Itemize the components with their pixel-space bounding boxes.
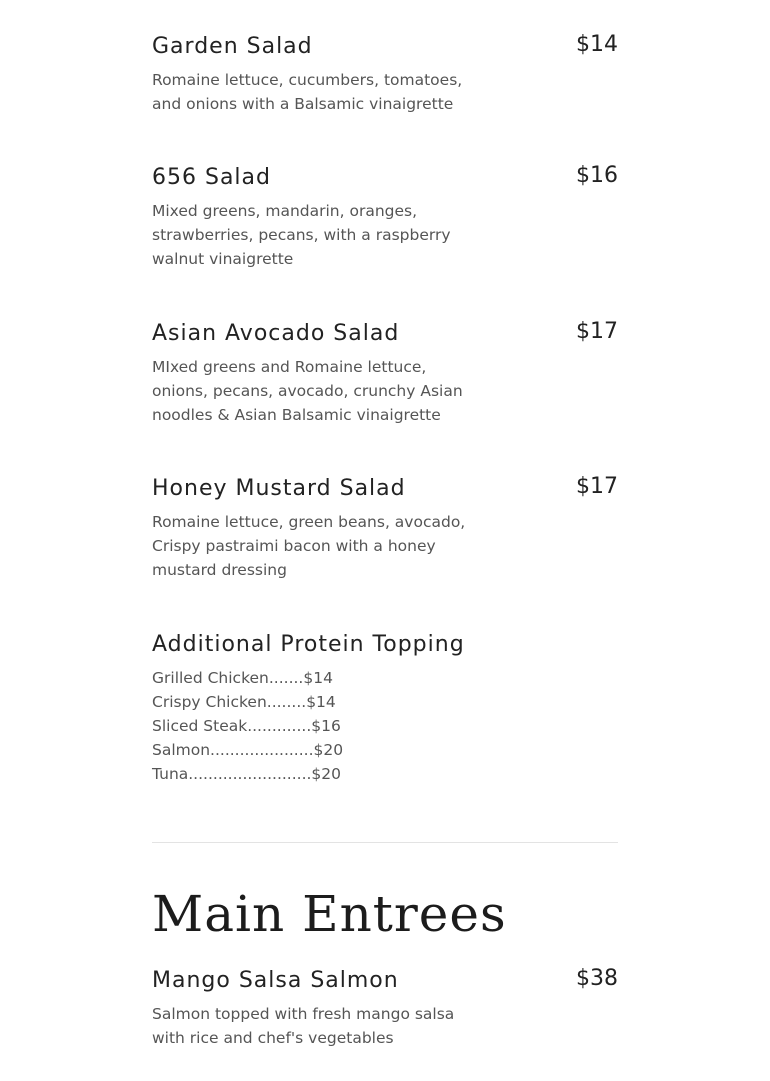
item-description: Romaine lettuce, green beans, avocado, Crispy pastraimi bacon with a honey mustard dressing	[152, 513, 466, 579]
item-price: $38	[576, 966, 618, 991]
item-name: 656 Salad	[152, 165, 271, 190]
item-name: Asian Avocado Salad	[152, 321, 400, 346]
protein-option: Tuna.........................$20	[152, 765, 342, 783]
item-description: Mixed greens, mandarin, oranges, strawberries, pecans, with a raspberry walnut vinaigrette	[152, 202, 451, 268]
protein-option: Salmon.....................$20	[152, 741, 344, 759]
item-price: $16	[576, 163, 618, 188]
protein-option: Sliced Steak.............$16	[152, 717, 341, 735]
protein-option: Crispy Chicken........$14	[152, 693, 336, 711]
item-name: Mango Salsa Salmon	[152, 968, 399, 993]
item-name: Garden Salad	[152, 34, 313, 59]
protein-list	[152, 666, 343, 786]
item-price: $17	[576, 319, 618, 344]
item-description: Romaine lettuce, cucumbers, tomatoes, and onions with a Balsamic vinaigrette	[152, 71, 463, 113]
item-description: MIxed greens and Romaine lettuce, onions, pecans, avocado, crunchy Asian noodles & Asian Balsamic vinaigrette	[152, 358, 463, 424]
item-price: $14	[576, 32, 618, 57]
section-divider	[152, 842, 618, 843]
protein-title: Additional Protein Topping	[152, 632, 465, 657]
item-description: Salmon topped with fresh mango salsa with rice and chef's vegetables	[152, 1005, 455, 1047]
section-title-main-entrees: Main Entrees	[152, 885, 507, 943]
protein-option: Grilled Chicken.......$14	[152, 669, 333, 687]
item-name: Honey Mustard Salad	[152, 476, 406, 501]
item-price: $17	[576, 474, 618, 499]
